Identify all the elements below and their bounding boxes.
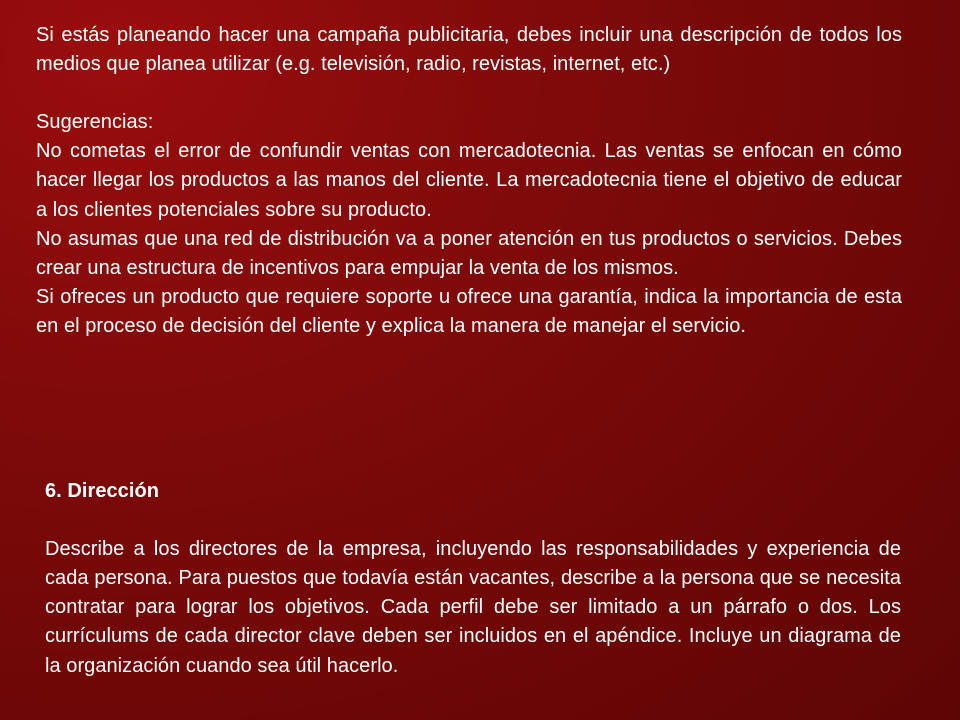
direccion-body-paragraph: Describe a los directores de la empresa, incluyendo las responsabilidades y experiencia de cada persona. Para puestos que todavía están vacantes, describe a la persona que se necesita contratar para lograr los objetivos. Cada perfil debe ser limitado a un párrafo o dos. Los currículums de cada director clave deben ser incluidos en el apéndice. Incluye un diagrama de la organización cuando sea útil hacerlo. [45,538,901,677]
paragraph-spacer [36,79,902,108]
direccion-section [45,477,901,681]
suggestion-sales-vs-marketing: No cometas el error de confundir ventas con mercadotecnia. Las ventas se enfocan en cómo hacer llegar los productos a las manos del cliente. La mercadotecnia tiene el objetivo de educar a los clientes potenciales sobre su producto. [36,140,902,221]
suggestion-support-warranty: Si ofreces un producto que requiere soporte u ofrece una garantía, indica la importancia de esta en el proceso de decisión del cliente y explica la manera de manejar el servicio. [36,285,902,337]
suggestion-distribution-network: No asumas que una red de distribución va a poner atención en tus productos o servicios. Debes crear una estructura de incentivos para empujar la venta de los mismos. [36,227,902,279]
suggestions-heading: Sugerencias: [36,111,154,134]
media-intro-paragraph: Si estás planeando hacer una campaña publicitaria, debes incluir una descripción de todos los medios que planea utilizar (e.g. televisión, radio, revistas, internet, etc.) [36,24,902,76]
section-heading-direccion: 6. Dirección [45,480,159,502]
paragraph-spacer [45,506,901,535]
campaign-text-block [36,21,902,341]
